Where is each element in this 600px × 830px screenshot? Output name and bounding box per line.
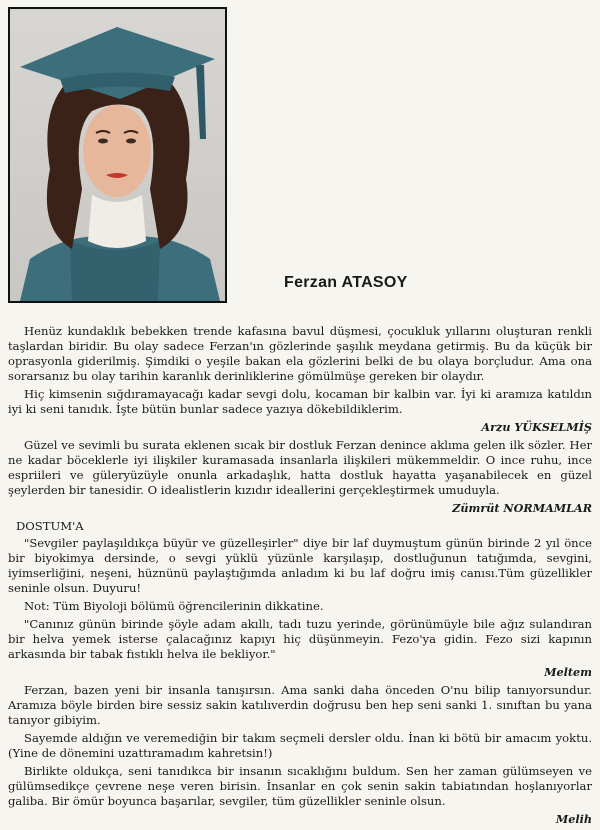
paragraph: Not: Tüm Biyoloji bölümü öğrencilerinin dikkatine. [24,599,324,613]
signature: Melih [555,812,592,826]
student-name: Ferzan ATASOY [284,274,408,291]
portrait-photo [8,7,227,303]
signature: Arzu YÜKSELMİŞ [481,420,592,434]
paragraph: Ferzan, bazen yeni bir insanla tanışırsın. Ama sanki daha önceden O'nu bilip tanıyorsundur. Aramıza böyle birden bire sessiz sakin katılıverdin doğrusu ben hep seni sanki 1. sınıftan bu yana tanıyor gibiyim. [8,683,592,727]
paragraph: "Sevgiler paylaşıldıkça büyür ve güzelleşirler" diye bir laf duymuştum günün birinde 2 yıl önce bir biyokimya dersinde, o sevgi yüklü yüzünle karşılaşıp, dostluğunun tatığımda, sevgini, iyimserliğini, neşeni, hüznünü paylaştığımda anladım ki bu laf doğru imiş canısı.Tüm güzellikler seninle olsun. Duyuru! [8,536,592,595]
signature: Meltem [544,665,592,679]
paragraph: "Canınız günün birinde şöyle adam akıllı, tadı tuzu yerinde, görünümüyle bile ağız sulandıran bir helva yemek isterse çalacağınız kapıyı hiç düşünmeyin. Fezo'ya gidin. Fezo sizi kapının arkasında bir tabak fıstıklı helva ile bekliyor." [8,617,592,661]
section-heading: DOSTUM'A [16,519,84,533]
paragraph: Birlikte oldukça, seni tanıdıkca bir insanın sıcaklığını buldum. Sen her zaman gülümseyen ve gülümsedikçe çevrene neşe veren birisin. İnsanlar en çok senin sakin tabiatından hoşlanıyorlar galiba. Bir ömür boyunca başarılar, sevgiler, tüm güzellikler seninle olsun. [8,764,592,808]
paragraph: Güzel ve sevimli bu surata eklenen sıcak bir dostluk Ferzan denince aklıma gelen ilk sözler. Her ne kadar böceklerle iyi ilişkiler kuramasada insanlarla ilişkileri mükemmeldir. O ince ruhu, ince espriileri ve güleryüzüyle onunla arkadaşlık, hatta dostluk hayatta yaşanabilecek en güzel şeylerden bir tanesidir. O idealistlerin kızıdır ideallerini gerçekleştirmek umuduyla. [8,438,592,497]
paragraph: Henüz kundaklık bebekken trende kafasına bavul düşmesi, çocukluk yıllarını oluşturan renkli taşlardan biridir. Bu olay sadece Ferzan'ın gözlerinde şaşılık meydana getirmiş. Bu da küçük bir oprasyonla giderilmiş. Şimdiki o yeşile bakan ela gözlerini belki de bu olaya borçludur. Ama ona sorarsanız bu olay tarihin karanlık derinliklerine gömülmüşe gereken bir olaydır. [8,324,592,383]
dedication-text [8,324,592,830]
paragraph: Hiç kimsenin sığdıramayacağı kadar sevgi dolu, kocaman bir kalbin var. İyi ki aramıza katıldın iyi ki seni tanıdık. İşte bütün bunlar sadece yazıya dökebildiklerim. [8,387,592,416]
signature: Zümrüt NORMAMLAR [452,501,592,515]
paragraph: Sayemde aldığın ve veremediğin bir takım seçmeli dersler oldu. İnan ki bötü bir amacım yoktu. (Yine de dönemini uzattıramadım kahretsin!) [8,731,592,760]
